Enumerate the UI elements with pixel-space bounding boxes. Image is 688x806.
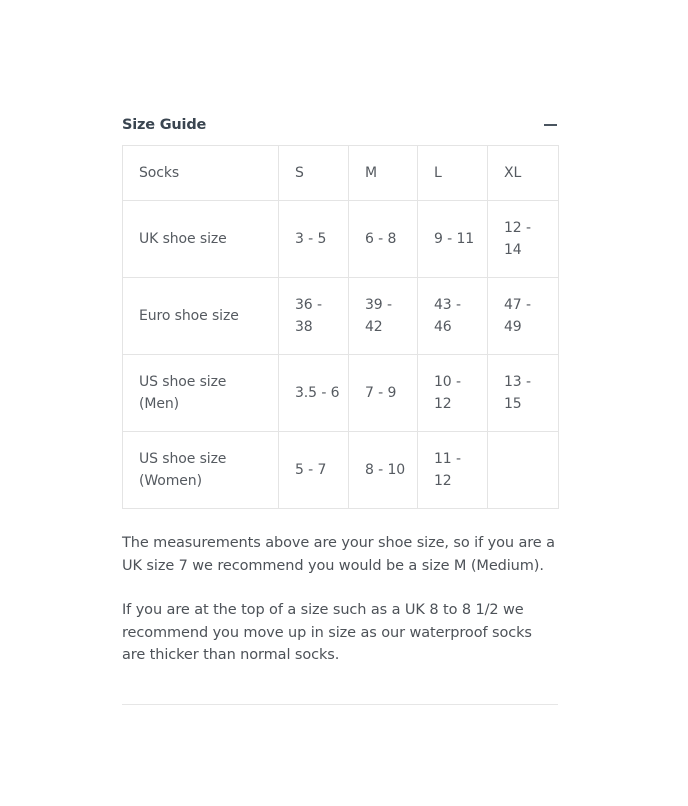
size-guide-title: Size Guide [122,117,207,133]
table-cell: 39 - 42 [349,278,418,355]
size-guide-toggle[interactable] [122,114,558,140]
section-divider [122,704,558,705]
header-cell-l: L [418,146,488,201]
table-header-row [123,146,559,201]
row-label: Euro shoe size [123,278,279,355]
table-cell: 5 - 7 [279,432,349,509]
header-cell-s: S [279,146,349,201]
row-label: US shoe size (Women) [123,432,279,509]
header-cell-xl: XL [488,146,559,201]
table-row [123,278,559,355]
table-cell: 6 - 8 [349,201,418,278]
table-cell: 10 - 12 [418,355,488,432]
table-cell: 13 - 15 [488,355,559,432]
size-note-paragraph: If you are at the top of a size such as a UK 8 to 8 1/2 we recommend you move up in size as our waterproof socks are thicker than normal socks. [122,602,532,663]
header-cell-m: M [349,146,418,201]
table-cell: 8 - 10 [349,432,418,509]
table-cell: 12 - 14 [488,201,559,278]
row-label: UK shoe size [123,201,279,278]
table-cell: 9 - 11 [418,201,488,278]
table-cell: 7 - 9 [349,355,418,432]
minus-icon[interactable] [544,118,558,132]
size-notes [122,532,558,689]
table-cell: 47 - 49 [488,278,559,355]
table-cell [488,432,559,509]
table-cell: 36 - 38 [279,278,349,355]
table-cell: 11 - 12 [418,432,488,509]
table-row [123,355,559,432]
size-guide-accordion [122,114,558,663]
size-note-paragraph: The measurements above are your shoe size, so if you are a UK size 7 we recommend you would be a size M (Medium). [122,535,555,574]
table-cell: 3.5 - 6 [279,355,349,432]
table-row [123,201,559,278]
row-label: US shoe size (Men) [123,355,279,432]
table-row [123,432,559,509]
size-table [122,145,559,509]
table-cell: 3 - 5 [279,201,349,278]
table-cell: 43 - 46 [418,278,488,355]
header-cell-socks: Socks [123,146,279,201]
